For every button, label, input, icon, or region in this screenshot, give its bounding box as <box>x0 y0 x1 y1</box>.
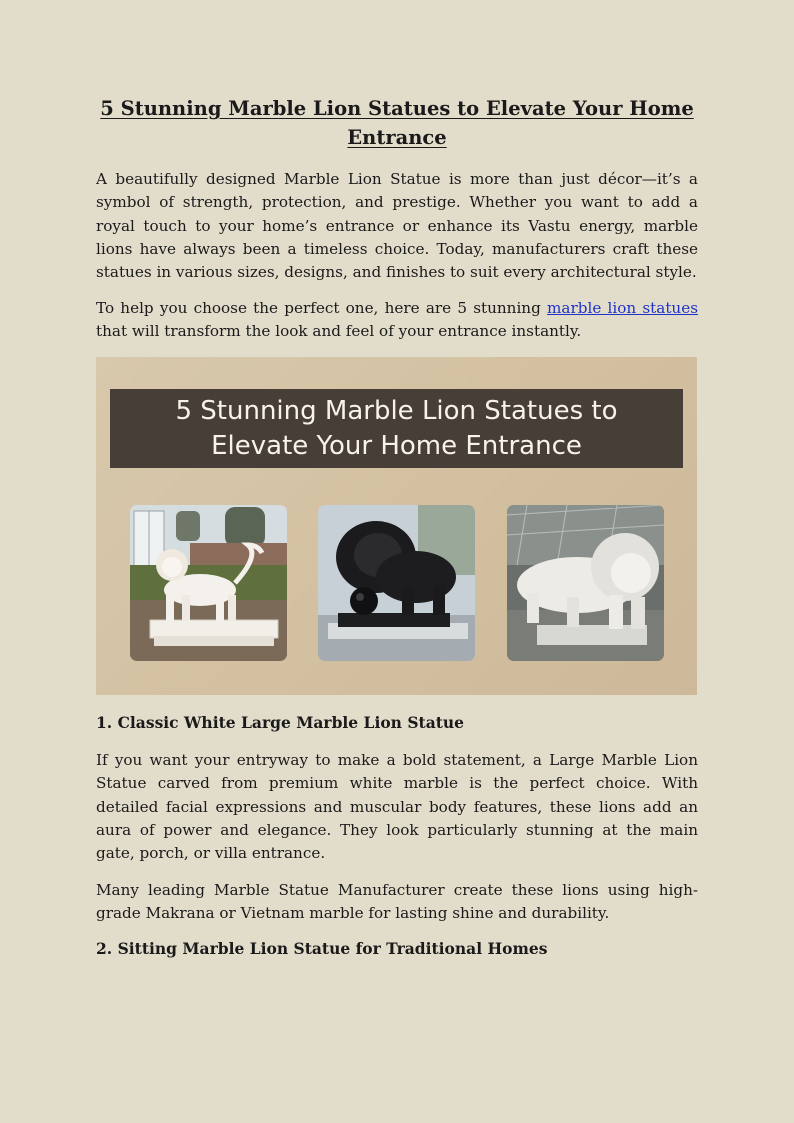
help-paragraph <box>96 297 698 344</box>
marble-lion-statues-link[interactable]: marble lion statues <box>547 299 698 317</box>
black-lion-statue-photo <box>318 505 475 661</box>
help-text-before: To help you choose the perfect one, here are 5 stunning <box>96 299 548 317</box>
section-1-paragraph-2: Many leading Marble Statue Manufacturer create these lions using high-grade Makrana or Vietnam marble for lasting shine and durability. <box>96 881 698 923</box>
intro-paragraph: A beautifully designed Marble Lion Statue is more than just décor—it’s a symbol of strength, protection, and prestige. Whether you want to add a royal touch to your home’s entrance or enhance its Vastu energy, marble lions have always been a timeless choice. Today, manufacturers craft these statues in various sizes, designs, and finishes to suit every architectural style. <box>96 170 698 282</box>
white-lion-statue-photo <box>130 505 287 661</box>
white-lion-statue-closeup-photo <box>507 505 664 661</box>
banner-title-box <box>110 389 683 468</box>
help-text-after: that will transform the look and feel of your entrance instantly. <box>96 322 582 341</box>
section-2-heading: 2. Sitting Marble Lion Statue for Traditional Homes <box>96 939 548 958</box>
banner-image <box>96 357 697 695</box>
article-title: 5 Stunning Marble Lion Statues to Elevate Your Home Entrance <box>100 97 694 149</box>
banner-title: 5 Stunning Marble Lion Statues to Elevate Your Home Entrance <box>175 395 618 461</box>
section-1-heading: 1. Classic White Large Marble Lion Statue <box>96 713 465 732</box>
section-1-paragraph-1: If you want your entryway to make a bold statement, a Large Marble Lion Statue carved from premium white marble is the perfect choice. With detailed facial expressions and muscular body features, these lions add an aura of power and elegance. They look particularly stunning at the main gate, porch, or villa entrance. <box>96 751 698 863</box>
